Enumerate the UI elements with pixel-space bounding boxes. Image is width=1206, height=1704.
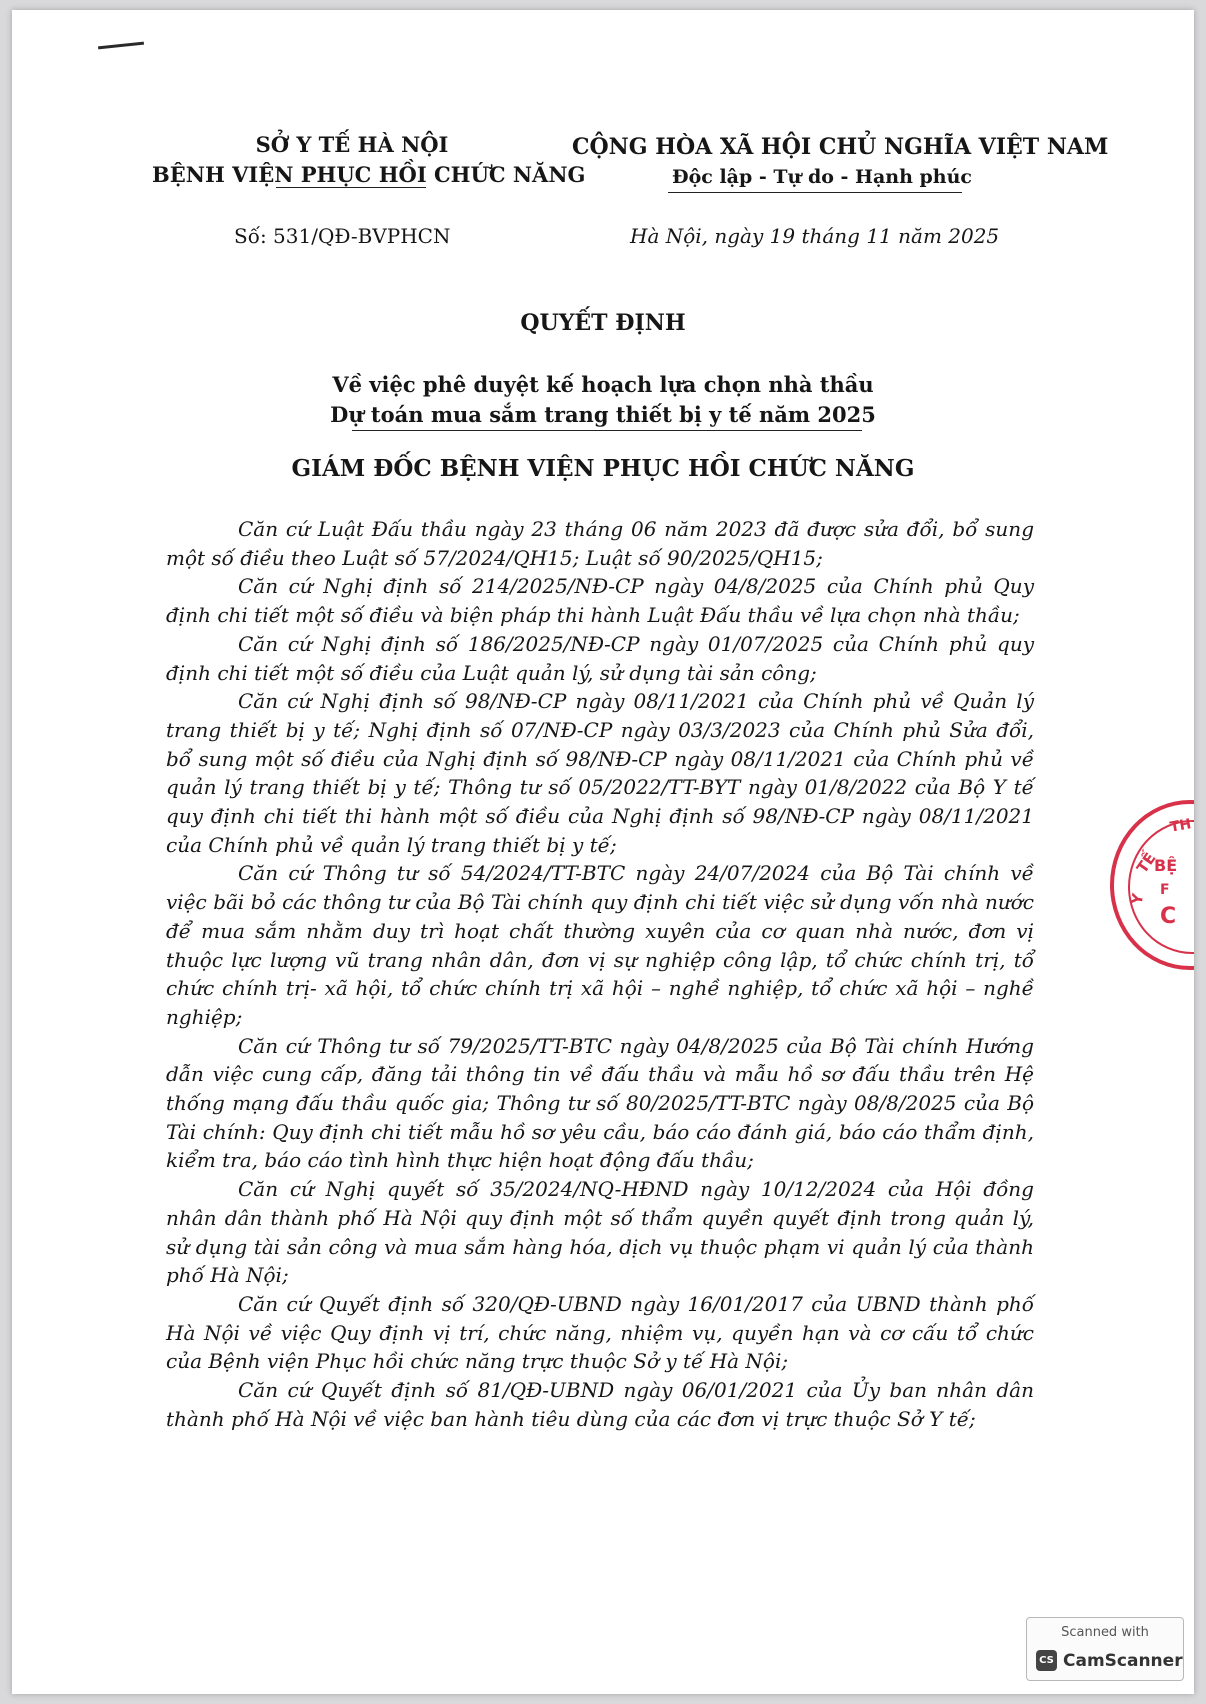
national-header (572, 132, 1109, 192)
paragraph: Căn cứ Nghị quyết số 35/2024/NQ-HĐND ngày 10/12/2024 của Hội đồng nhân dân thành phố Hà Nội quy định một số thẩm quyền quyết định trong quản lý, sử dụng tài sản công và mua sắm hàng hóa, dịch vụ thuộc phạm vi quản lý của thành phố Hà Nội; (166, 1177, 1034, 1288)
paragraph: Căn cứ Nghị định số 214/2025/NĐ-CP ngày 04/8/2025 của Chính phủ Quy định chi tiết một số điều và biện pháp thi hành Luật Đấu thầu về lựa chọn nhà thầu; (166, 574, 1034, 628)
paragraph: Căn cứ Thông tư số 54/2024/TT-BTC ngày 24/07/2024 của Bộ Tài chính về việc bãi bỏ các thông tư của Bộ Tài chính quy định chi tiết việc sử dụng vốn nhà nước để mua sắm nhằm duy trì hoạt chất thường xuyên của cơ quan nhà nước, đơn vị thuộc lực lượng vũ trang nhân dân, đơn vị sự nghiệp công lập, tổ chức chính trị, tổ chức chính trị- xã hội, tổ chức chính trị xã hội – nghề nghiệp, tổ chức xã hội – nghề nghiệp; (166, 861, 1034, 1029)
seal-text: BỆ (1154, 856, 1178, 875)
issuer-hospital: BỆNH VIỆN PHỤC HỒI CHỨC NĂNG (152, 162, 586, 187)
motto-underline (668, 192, 962, 193)
subject-underline (352, 430, 862, 431)
director-heading: GIÁM ĐỐC BỆNH VIỆN PHỤC HỒI CHỨC NĂNG (291, 455, 915, 482)
paragraph: Căn cứ Quyết định số 320/QĐ-UBND ngày 16/01/2017 của UBND thành phố Hà Nội về việc Quy định vị trí, chức năng, nhiệm vụ, quyền hạn và cơ cấu tổ chức của Bệnh viện Phục hồi chức năng trực thuộc Sở y tế Hà Nội; (166, 1291, 1034, 1374)
paragraph: Căn cứ Nghị định số 98/NĐ-CP ngày 08/11/2021 của Chính phủ về Quản lý trang thiết bị y tế; Nghị định số 07/NĐ-CP ngày 03/3/2023 của Chính phủ Sửa đổi, bổ sung một số điều của Nghị định số 98/NĐ-CP ngày 08/11/2021 của Chính phủ về quản lý trang thiết bị y tế; Thông tư số 05/2022/TT-BYT ngày 01/8/2022 của Bộ Y tế quy định chi tiết thi hành một số điều của Nghị định số 98/NĐ-CP ngày 08/11/2021 của Chính phủ về quản lý trang thiết bị y tế; (166, 689, 1034, 857)
subject-line-2: Dự toán mua sắm trang thiết bị y tế năm 2025 (330, 402, 876, 427)
camscanner-watermark (1026, 1617, 1184, 1681)
national-motto: Độc lập - Tự do - Hạnh phúc (671, 166, 973, 188)
date-line: Hà Nội, ngày 19 tháng 11 năm 2025 (630, 224, 1000, 248)
document-page (12, 10, 1194, 1694)
paragraph: Căn cứ Thông tư số 79/2025/TT-BTC ngày 04/8/2025 của Bộ Tài chính Hướng dẫn việc cung cấp, đăng tải thông tin về đấu thầu và mẫu hồ sơ đấu thầu trên Hệ thống mạng đấu thầu quốc gia; Thông tư số 80/2025/TT-BTC ngày 08/8/2025 của Bộ Tài chính: Quy định chi tiết mẫu hồ sơ yêu cầu, báo cáo đánh giá, báo cáo thẩm định, kiểm tra, báo cáo tình hình thực hiện hoạt động đấu thầu; (166, 1033, 1034, 1173)
issuer-department: SỞ Y TẾ HÀ NỘI (255, 132, 449, 157)
national-title: CỘNG HÒA XÃ HỘI CHỦ NGHĨA VIỆT NAM (572, 134, 1109, 160)
paragraph: Căn cứ Luật Đấu thầu ngày 23 tháng 06 năm 2023 đã được sửa đổi, bổ sung một số điều theo Luật số 57/2024/QH15; Luật số 90/2025/QH15; (166, 517, 1034, 570)
seal-text: Y (1127, 892, 1148, 906)
document-number: Số: 531/QĐ-BVPHCN (234, 224, 451, 248)
issuer-underline (276, 187, 426, 188)
seal-text: C (1160, 904, 1177, 929)
seal-text: F (1160, 882, 1170, 898)
legal-basis-body (166, 515, 1034, 1434)
watermark-brand: CamScanner (1063, 1651, 1183, 1671)
camscanner-logo-icon: CS (1036, 1650, 1057, 1671)
red-seal-stamp (1110, 800, 1194, 970)
watermark-caption: Scanned with (1061, 1625, 1149, 1640)
paragraph: Căn cứ Quyết định số 81/QĐ-UBND ngày 06/01/2021 của Ủy ban nhân dân thành phố Hà Nội về việc ban hành tiêu dùng của các đơn vị trực thuộc Sở Y tế; (166, 1378, 1034, 1431)
seal-text: TẾ (1132, 849, 1160, 877)
seal-text: TH (1168, 816, 1193, 836)
subject-line-1: Về việc phê duyệt kế hoạch lựa chọn nhà thầu (332, 372, 874, 397)
scan-mark (98, 42, 144, 50)
document-title: QUYẾT ĐỊNH (520, 310, 686, 336)
paragraph: Căn cứ Nghị định số 186/2025/NĐ-CP ngày 01/07/2025 của Chính phủ quy định chi tiết một số điều của Luật quản lý, sử dụng tài sản công; (166, 631, 1034, 685)
issuer-header (152, 130, 586, 190)
